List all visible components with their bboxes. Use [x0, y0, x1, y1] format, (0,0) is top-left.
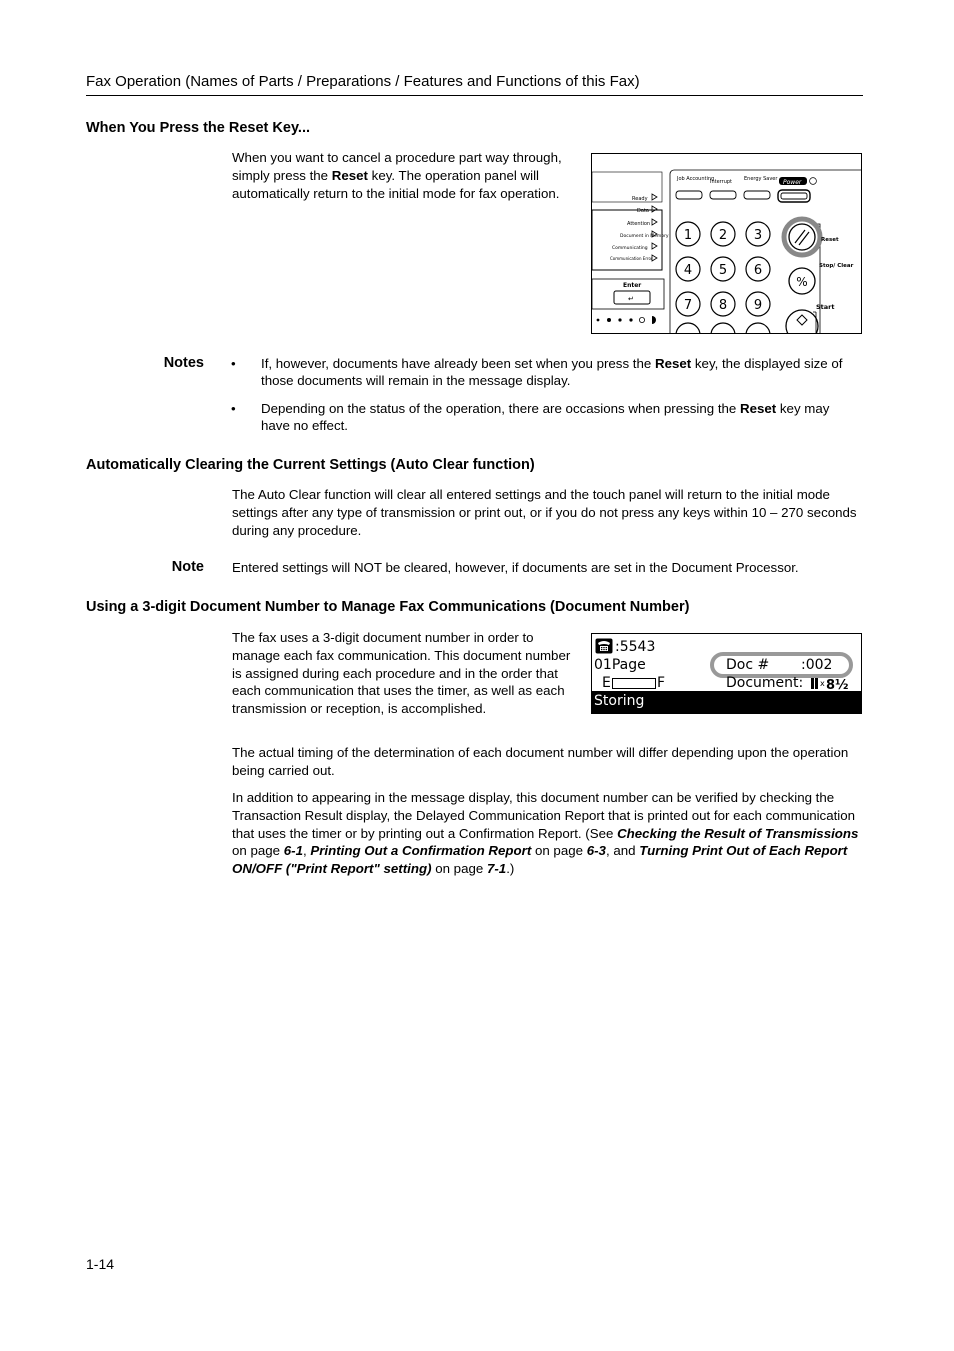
page-ref-3: 7-1 [486, 861, 507, 877]
reset-key-bold: Reset [654, 356, 692, 371]
doc-number-paragraph-3 [232, 789, 864, 878]
doc-number-paragraph-2: The actual timing of the determination of each document number will differ depending upon the operation being carried out. [232, 745, 849, 778]
reset-paragraph [232, 149, 582, 202]
document-size-icon [811, 677, 857, 690]
operation-panel-illustration [591, 153, 862, 334]
cross-reference-1: Checking the Result of Transmissions [617, 825, 859, 841]
key-1: 1 [683, 228, 693, 243]
key-9: 9 [753, 298, 763, 313]
lcd-gauge-full: F [657, 675, 666, 691]
job-accounting-label: Job Accounting [677, 176, 715, 182]
key-7: 7 [683, 298, 693, 313]
reset-label: Reset [821, 237, 839, 243]
lcd-line-number: :5543 [615, 639, 656, 655]
svg-text:8½: 8½ [826, 678, 849, 690]
start-key [786, 310, 818, 334]
indicator-ready-label: Ready [632, 196, 648, 202]
notes-bullet-1 [231, 355, 851, 390]
stop-clear-label: Stop/ Clear [819, 263, 854, 269]
page-ref-2: 6-3 [586, 843, 606, 859]
phone-icon [595, 638, 613, 654]
section-heading-doc-number: Using a 3-digit Document Number to Manage Fax Communications (Document Number) [86, 599, 690, 615]
auto-clear-text: The Auto Clear function will clear all entered settings and the touch panel will return to the initial mode settings after any type of transmission or print out, or if you do not press any keys within 10 – 270 seconds during any procedure. [232, 487, 857, 538]
header-divider [86, 95, 863, 96]
page-header-title: Fax Operation (Names of Parts / Preparations / Features and Functions of this Fax) [86, 73, 640, 90]
page-ref-1: 6-1 [283, 843, 303, 859]
reset-key-bold: Reset [331, 167, 368, 183]
auto-clear-note: Entered settings will NOT be cleared, however, if documents are set in the Document Processor. [232, 560, 799, 575]
lcd-status-bar [592, 691, 861, 713]
text-run: on page [531, 843, 587, 859]
indicator-data-label: Data [637, 208, 649, 214]
text-run: key may have no effect. [261, 401, 830, 434]
text-run: Depending on the status of the operation, there are occasions when pressing the [261, 401, 740, 416]
bullet-mark: • [231, 356, 236, 371]
enter-key-glyph: ↵ [628, 295, 634, 303]
lcd-page-count: 01Page [594, 657, 646, 673]
key-8: 8 [718, 298, 728, 313]
reset-key-bold: Reset [740, 401, 777, 416]
indicator-communicating-label: Communicating [612, 246, 648, 251]
indicator-comm-error-label: Communication Error [610, 256, 653, 261]
start-label: Start [816, 303, 835, 311]
key-5: 5 [718, 263, 728, 278]
section-heading-reset: When You Press the Reset Key... [86, 120, 311, 136]
text-run: on page [431, 861, 487, 877]
text-run: .) [506, 861, 515, 877]
lcd-document-label: Document: [726, 675, 804, 691]
notes-label: Notes [163, 355, 204, 371]
enter-label: Enter [623, 282, 642, 289]
memory-gauge [612, 678, 656, 689]
text-run: key. The operation panel will automatically return to the initial mode for fax operation. [232, 167, 560, 201]
power-label: Power [783, 179, 802, 186]
text-run: When you want to cancel a procedure part way through, simply press the [232, 150, 562, 183]
text-run: key, the displayed size of those documents will remain in the message display. [261, 356, 843, 389]
lcd-status-text: Storing [594, 693, 645, 709]
key-2: 2 [718, 228, 728, 243]
text-run: , [302, 843, 311, 859]
reset-key [789, 224, 815, 250]
message-display-illustration [591, 633, 862, 714]
key-4: 4 [683, 263, 693, 278]
text-run: In addition to appearing in the message display, this document number can be verified by checking the Transaction Result display, the Delayed Communication Report that is printed out for each communication that uses the timer or by printing out a Confirmation Report. (See [232, 790, 856, 841]
operation-panel-svg [592, 154, 862, 334]
text-run: , and [605, 843, 640, 859]
lcd-doc-label: Doc # [726, 657, 770, 673]
indicator-attention-label: Attention [627, 221, 651, 227]
cross-reference-3: Turning Print Out of Each Report ON/OFF ("Print Report" setting) [232, 843, 848, 877]
notes-bullet-2 [231, 400, 851, 435]
text-run: on page [232, 843, 284, 859]
key-3: 3 [753, 228, 763, 243]
cross-reference-2: Printing Out a Confirmation Report [310, 843, 532, 859]
stop-clear-glyph: % [796, 275, 808, 289]
energy-saver-label: Energy Saver [744, 176, 778, 182]
svg-text:x: x [820, 679, 825, 688]
auto-clear-paragraph [232, 486, 867, 539]
page-number: 1-14 [86, 1256, 115, 1272]
doc-number-paragraph-1: The fax uses a 3-digit document number in order to manage each fax communication. This document number is assigned during each procedure and in the order that each communication that uses the timer, as well as each transmission or reception, is accomplished. [232, 630, 571, 717]
section-heading-auto-clear: Automatically Clearing the Current Settings (Auto Clear function) [86, 457, 535, 473]
text-run: If, however, documents have already been set when you press the [261, 356, 655, 371]
indicator-document-label: Document in Memory [620, 234, 669, 239]
note-label: Note [171, 559, 204, 575]
interrupt-label: Interrupt [710, 179, 733, 185]
bullet-mark: • [231, 401, 236, 416]
lcd-doc-value: :002 [801, 657, 833, 673]
lcd-gauge-empty: E [602, 675, 611, 691]
key-6: 6 [753, 263, 763, 278]
